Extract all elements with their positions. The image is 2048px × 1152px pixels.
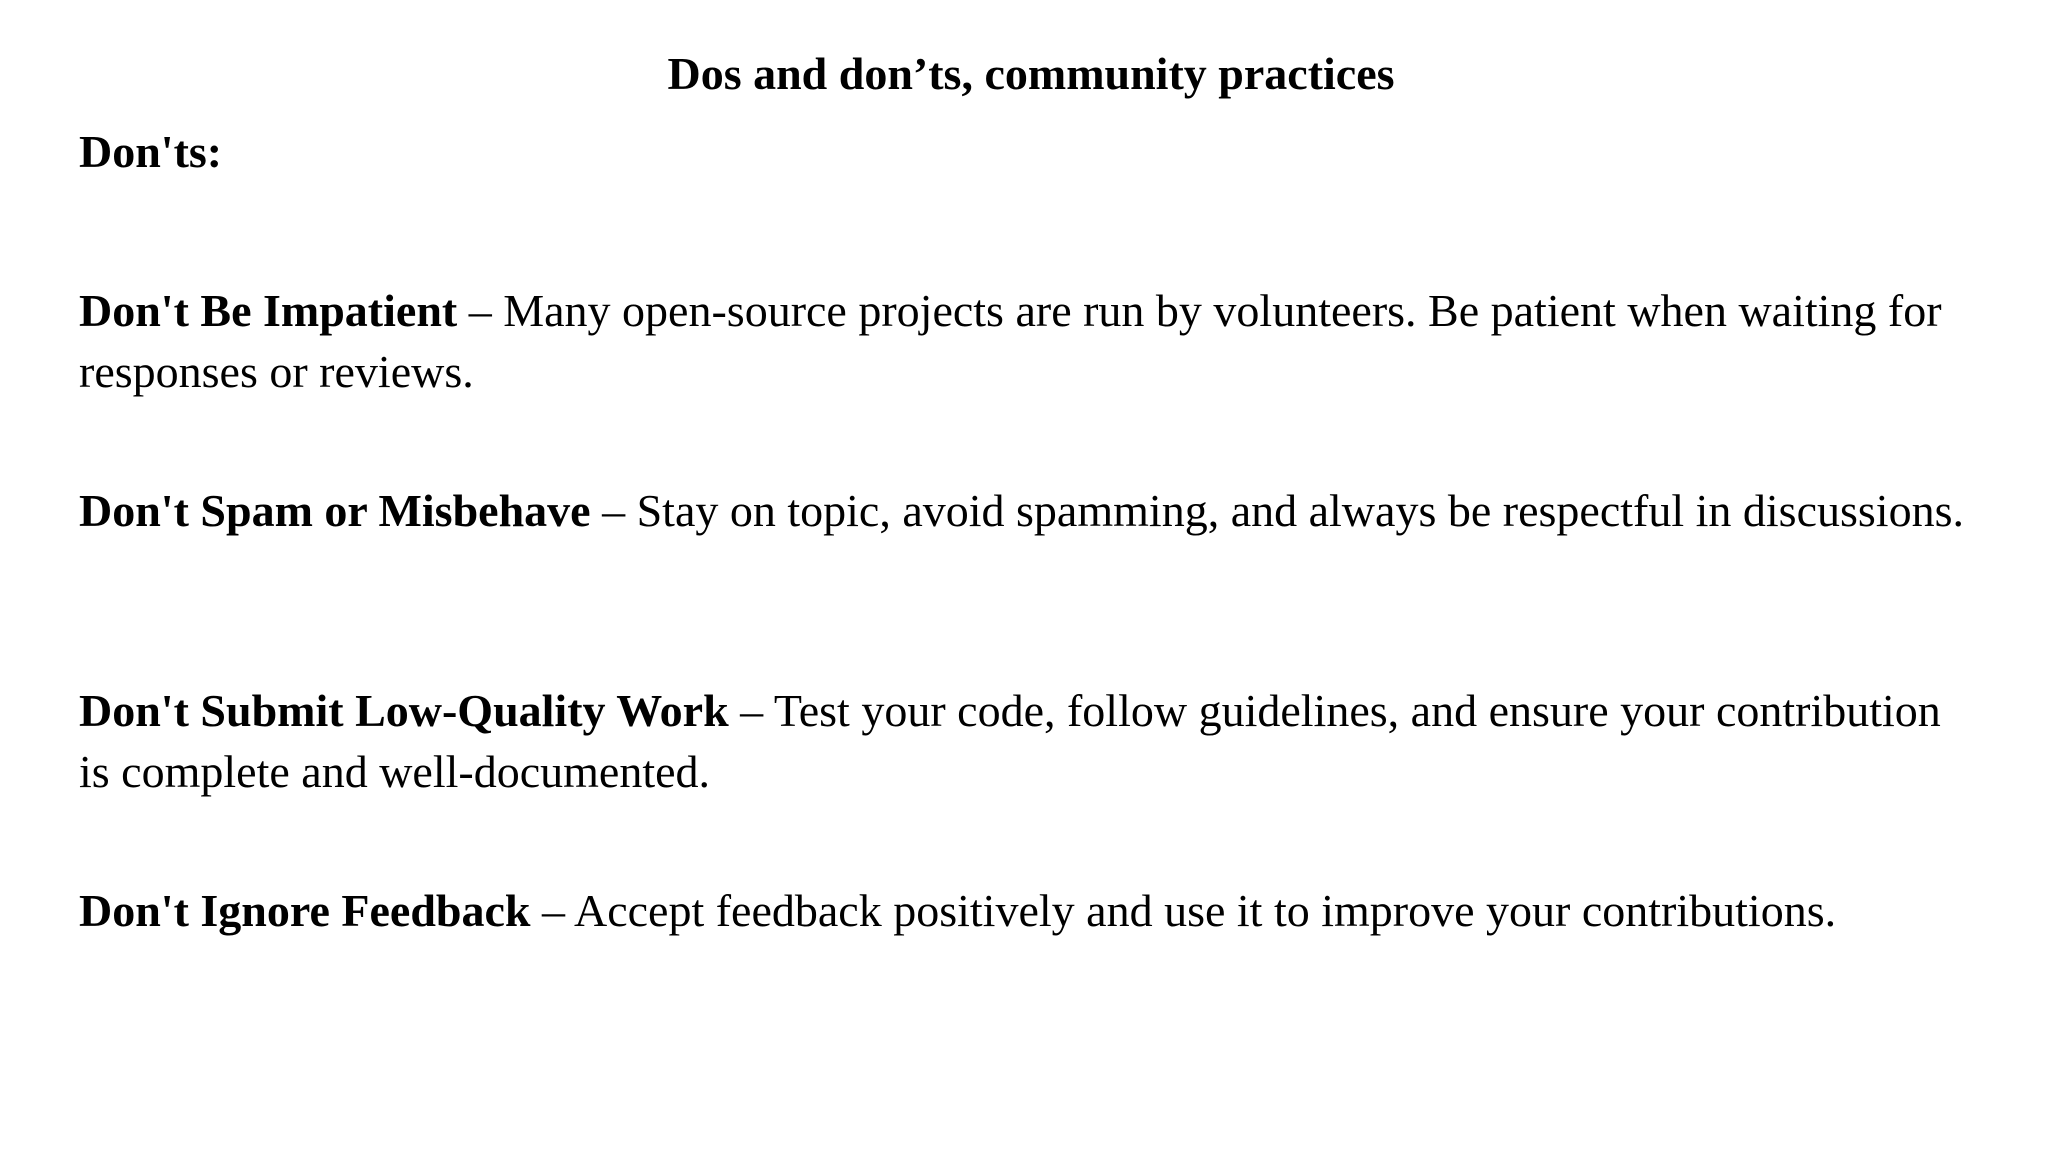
list-item (79, 280, 1979, 402)
item-text: Stay on topic, avoid spamming, and always be respectful in discussions. (636, 485, 1964, 536)
item-lead: Don't Submit Low-Quality Work (79, 685, 729, 736)
item-text: Accept feedback positively and use it to improve your contributions. (573, 885, 1837, 936)
item-separator: – (728, 685, 774, 736)
page-title: Dos and don’ts, community practices (667, 48, 1395, 99)
list-item (79, 680, 1979, 802)
list-item (79, 880, 1979, 941)
item-text: Test your code, follow guidelines, and ensure your contribution is complete and well-documented. (79, 685, 1941, 797)
item-separator: – (530, 885, 574, 936)
list-item (79, 480, 1979, 541)
item-text: Many open-source projects are run by volunteers. Be patient when waiting for responses or reviews. (79, 285, 1942, 397)
item-lead: Don't Spam or Misbehave (79, 485, 591, 536)
item-separator: – (590, 485, 637, 536)
item-lead: Don't Ignore Feedback (79, 885, 531, 936)
item-separator: – (457, 285, 504, 336)
section-heading-donts: Don'ts: (79, 126, 223, 177)
item-lead: Don't Be Impatient (79, 285, 458, 336)
